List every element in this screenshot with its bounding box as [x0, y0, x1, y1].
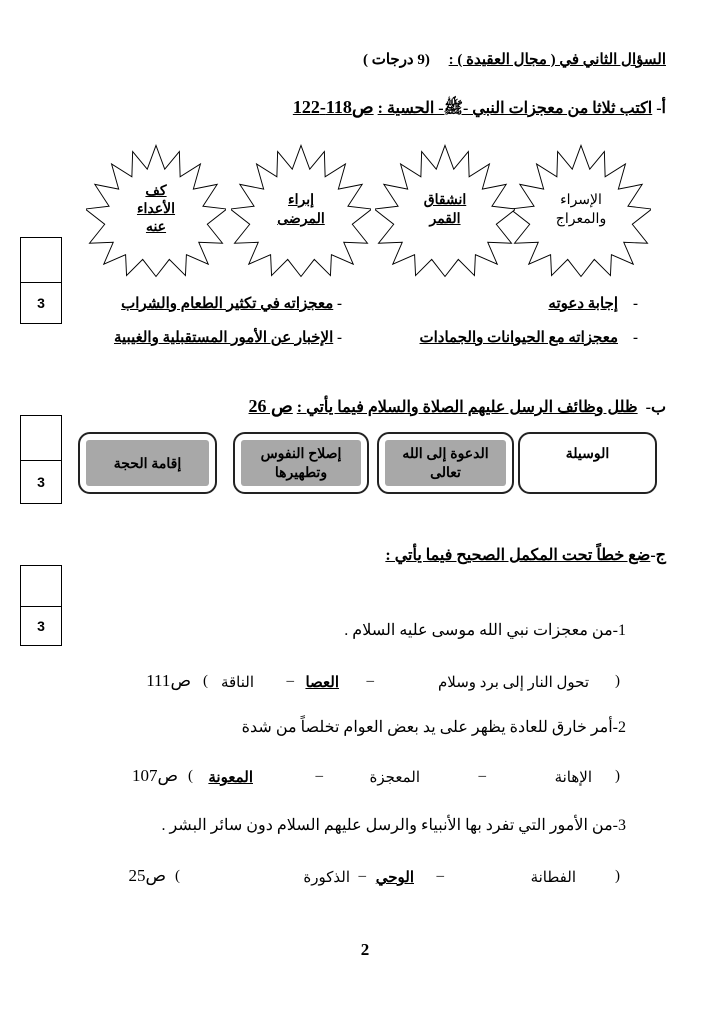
miracle-item — [548, 294, 638, 313]
star-shape-3 — [231, 140, 371, 280]
answer-option-correct[interactable]: المعونة — [208, 770, 253, 786]
function-option[interactable] — [78, 432, 217, 494]
separator: – — [436, 868, 444, 884]
list-dash: - — [633, 296, 638, 312]
answer-option[interactable]: الذكورة — [303, 870, 350, 886]
list-dash: - — [633, 330, 638, 346]
open-paren: ( — [615, 868, 620, 884]
score-box-b — [20, 415, 62, 504]
score-box-blank — [21, 238, 61, 283]
star-shape-4 — [86, 140, 226, 280]
star-1-line-2: والمعراج — [555, 212, 607, 227]
question-title-text: السؤال الثاني في ( مجال العقيدة ) : — [448, 52, 666, 68]
part-b-letter: ب- — [645, 399, 666, 416]
score-value: 3 — [37, 474, 45, 490]
part-c-heading — [385, 545, 666, 565]
score-box-blank — [21, 566, 61, 607]
separator: – — [286, 673, 294, 689]
close-paren: ) — [175, 868, 180, 884]
star-4-line-2: الأعداء — [136, 201, 176, 217]
question-stem: 3-من الأمور التي تفرد بها الأنبياء والرسل عليهم السلام دون سائر البشر . — [161, 817, 626, 834]
star-shape-1 — [511, 140, 651, 280]
answer-option-correct[interactable]: الوحي — [375, 870, 414, 886]
miracle-item — [114, 328, 342, 347]
page-ref: ص25 — [128, 866, 166, 885]
miracle-item — [420, 328, 639, 347]
separator: – — [478, 768, 486, 784]
answer-option[interactable]: تحول النار إلى برد وسلام — [437, 675, 589, 691]
page-ref: ص111 — [146, 671, 191, 690]
function-option-label: إقامة الحجة — [86, 440, 209, 486]
function-option-label: إصلاح النفوس وتطهيرها — [241, 440, 361, 486]
part-c-instruction: ضع خطاً تحت المكمل الصحيح فيما يأتي : — [385, 547, 651, 564]
part-a-heading — [293, 97, 666, 121]
open-paren: ( — [615, 768, 620, 784]
star-shape-2 — [375, 140, 515, 280]
list-dash: - — [337, 296, 342, 312]
question-marks: (9 درجات ) — [362, 52, 430, 68]
part-c-letter: ج- — [650, 547, 666, 564]
close-paren: ) — [203, 673, 208, 689]
miracle-text: معجزاته في تكثير الطعام والشراب — [121, 296, 334, 312]
star-1-line-1: الإسراء — [560, 193, 602, 208]
star-4-line-1: كف — [145, 183, 167, 199]
score-box-c — [20, 565, 62, 646]
score-box-blank — [21, 416, 61, 461]
separator: – — [366, 673, 374, 689]
score-box-a — [20, 237, 62, 324]
miracle-text: إجابة دعوته — [548, 296, 618, 312]
star-2-line-1: انشقاق — [423, 193, 467, 208]
answer-option[interactable]: المعجزة — [369, 770, 420, 786]
page-number: 2 — [360, 940, 370, 959]
answer-option[interactable]: الناقة — [220, 675, 254, 691]
star-4-line-3: عنه — [145, 219, 167, 235]
star-3-line-1: إبراء — [288, 193, 314, 208]
separator: – — [315, 768, 323, 784]
part-a-page-ref: ص118-122 — [292, 97, 374, 117]
answer-option[interactable]: الإهانة — [554, 770, 592, 786]
part-b-instruction: ظلل وظائف الرسل عليهم الصلاة والسلام فيما يأتي : — [296, 399, 638, 416]
function-option[interactable] — [377, 432, 514, 494]
question-title — [363, 50, 666, 69]
open-paren: ( — [615, 673, 620, 689]
star-2-line-2: القمر — [429, 212, 461, 227]
separator: – — [358, 868, 366, 884]
close-paren: ) — [188, 768, 193, 784]
part-b-page-ref: ص 26 — [248, 396, 293, 416]
part-a-letter: أ- — [656, 100, 666, 117]
answer-option-correct[interactable]: العصا — [305, 675, 339, 691]
function-option-label: الدعوة إلى الله تعالى — [385, 440, 506, 486]
answer-option[interactable]: الفطانة — [530, 870, 576, 886]
part-a-instruction: اكتب ثلاثا من معجزات النبي -ﷺ- الحسية : — [377, 100, 653, 117]
score-value: 3 — [37, 295, 45, 311]
miracle-text: معجزاته مع الحيوانات والجمادات — [419, 330, 618, 346]
part-b-heading — [249, 396, 666, 417]
miracle-text: الإخبار عن الأمور المستقبلية والغيبية — [113, 330, 334, 346]
question-stem: 2-أمر خارق للعادة يظهر على يد بعض العوام تخلصاً من شدة — [241, 719, 626, 736]
list-dash: - — [337, 330, 342, 346]
score-value: 3 — [37, 618, 45, 634]
function-option[interactable] — [518, 432, 657, 494]
miracle-item — [121, 294, 342, 313]
star-3-line-2: المرضى — [277, 212, 325, 227]
function-option-label: الوسيلة — [565, 445, 610, 461]
page-ref: ص107 — [131, 766, 178, 785]
question-stem: 1-من معجزات نبي الله موسى عليه السلام . — [344, 622, 626, 639]
function-option[interactable] — [233, 432, 369, 494]
